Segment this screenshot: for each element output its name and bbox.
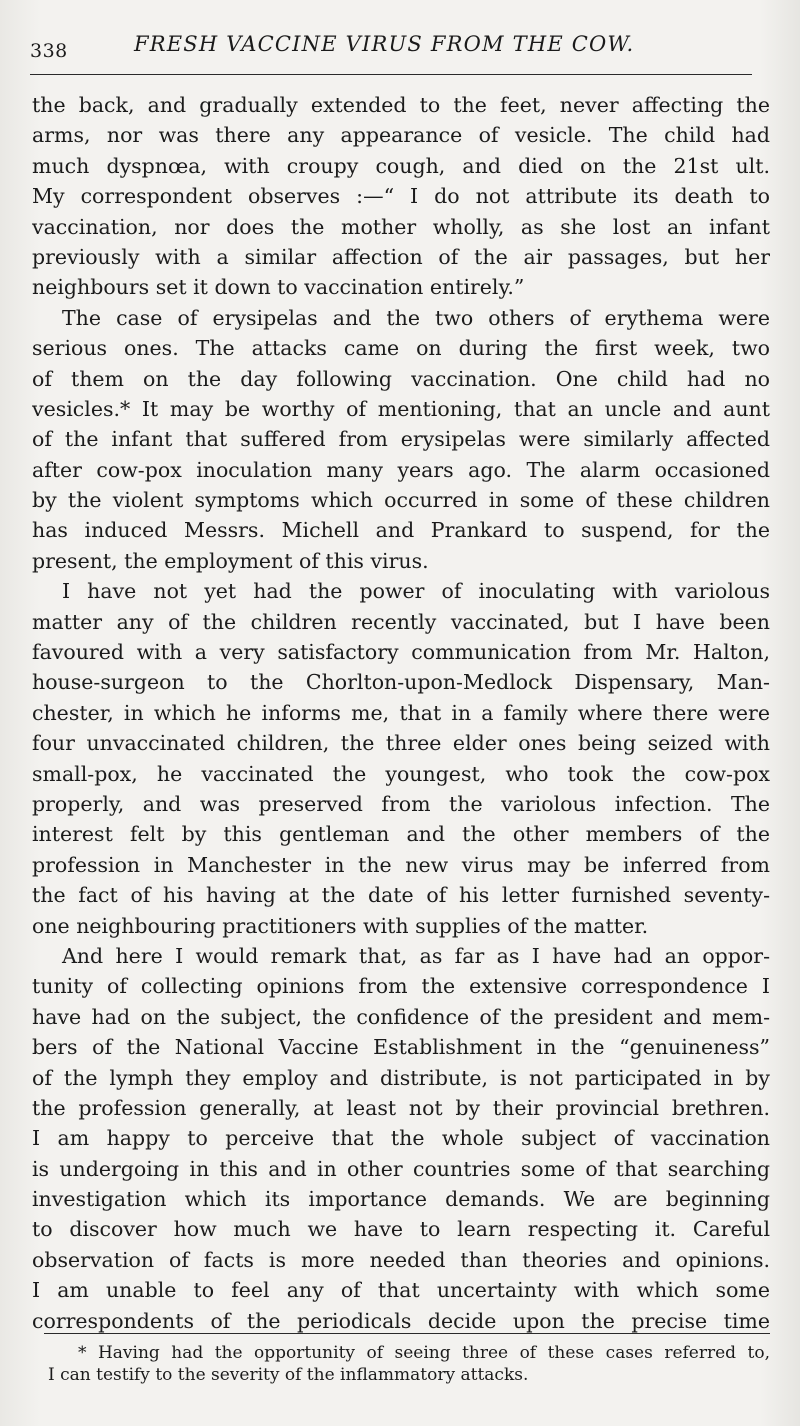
page-number: 338	[30, 40, 68, 62]
text-line: I am happy to perceive that the whole subject of vaccination	[32, 1126, 770, 1151]
text-line: of them on the day following vaccination. One child had no	[32, 366, 770, 391]
paragraph-start-line: I have not yet had the power of inoculating with variolous	[62, 579, 770, 604]
text-line: favoured with a very satisfactory communication from Mr. Halton,	[32, 640, 770, 665]
text-line: small-pox, he vaccinated the youngest, who took the cow-pox	[32, 761, 770, 786]
page-header	[30, 30, 752, 64]
text-line: the back, and gradually extended to the feet, never affecting the	[32, 93, 770, 117]
text-line: vesicles.* It may be worthy of mentioning, that an uncle and aunt	[32, 396, 770, 421]
text-line: is undergoing in this and in other countries some of that searching	[32, 1156, 770, 1181]
footnote-line: I can testify to the severity of the inflammatory attacks.	[48, 1365, 529, 1385]
text-line: previously with a similar affection of the air passages, but her	[32, 244, 770, 269]
text-line: profession in Manchester in the new virus may be inferred from	[32, 852, 770, 877]
footnote	[48, 1342, 770, 1386]
body-text	[32, 90, 770, 1336]
paragraph-start-line: And here I would remark that, as far as I have had an oppor-	[62, 943, 770, 968]
text-line: one neighbouring practitioners with supplies of the matter.	[32, 913, 649, 938]
footnote-line: * Having had the opportunity of seeing three of these cases referred to,	[78, 1343, 770, 1363]
text-line: to discover how much we have to learn respecting it. Careful	[32, 1217, 770, 1242]
text-line: matter any of the children recently vaccinated, but I have been	[32, 609, 770, 634]
text-line: have had on the subject, the confidence of the president and mem-	[32, 1004, 770, 1029]
text-line: present, the employment of this virus.	[32, 548, 429, 573]
footnote-rule	[44, 1333, 770, 1334]
text-line: correspondents of the periodicals decide upon the precise time	[32, 1308, 770, 1333]
text-line: I am unable to feel any of that uncertainty with which some	[32, 1278, 770, 1303]
text-line: after cow-pox inoculation many years ago. The alarm occasioned	[32, 457, 770, 482]
text-line: of the infant that suffered from erysipelas were similarly affected	[32, 427, 770, 452]
text-line: the fact of his having at the date of his letter furnished seventy-	[32, 883, 770, 908]
text-line: the profession generally, at least not by their provincial brethren.	[32, 1095, 770, 1120]
text-line: bers of the National Vaccine Establishment in the “genuineness”	[32, 1035, 770, 1060]
text-line: vaccination, nor does the mother wholly, as she lost an infant	[32, 214, 770, 239]
running-head: FRESH VACCINE VIRUS FROM THE COW.	[134, 32, 635, 56]
text-line: much dyspnœa, with croupy cough, and died on the 21st ult.	[32, 153, 770, 178]
text-line: tunity of collecting opinions from the extensive correspondence I	[32, 974, 770, 999]
paragraph-start-line: The case of erysipelas and the two others of erythema were	[62, 305, 770, 330]
text-line: house-surgeon to the Chorlton-upon-Medlock Dispensary, Man-	[32, 670, 770, 695]
text-line: properly, and was preserved from the variolous infection. The	[32, 791, 770, 816]
header-rule	[30, 74, 752, 75]
text-line: has induced Messrs. Michell and Prankard to suspend, for the	[32, 518, 770, 543]
text-line: four unvaccinated children, the three elder ones being seized with	[32, 731, 770, 756]
text-line: arms, nor was there any appearance of vesicle. The child had	[32, 123, 770, 148]
text-line: My correspondent observes :—“ I do not attribute its death to	[32, 184, 770, 209]
text-line: serious ones. The attacks came on during the first week, two	[32, 336, 770, 361]
text-line: observation of facts is more needed than theories and opinions.	[32, 1247, 770, 1272]
text-line: interest felt by this gentleman and the other members of the	[32, 822, 770, 847]
text-line: neighbours set it down to vaccination entirely.”	[32, 275, 525, 300]
text-line: investigation which its importance demands. We are beginning	[32, 1187, 770, 1212]
text-line: by the violent symptoms which occurred in some of these children	[32, 488, 770, 513]
text-line: chester, in which he informs me, that in a family where there were	[32, 700, 770, 725]
text-line: of the lymph they employ and distribute, is not participated in by	[32, 1065, 770, 1090]
